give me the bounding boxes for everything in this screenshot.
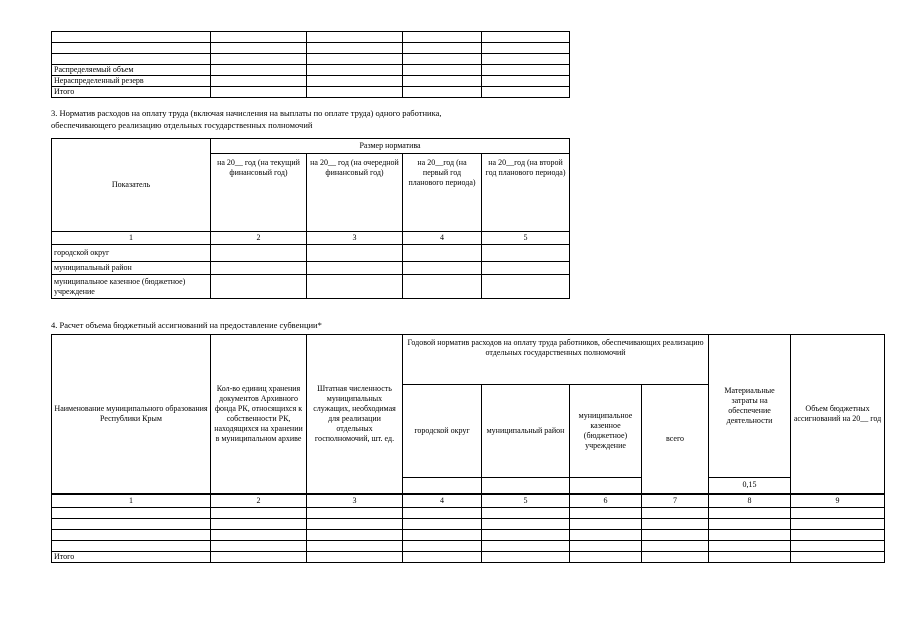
table-cell (211, 65, 307, 76)
column-number: 5 (482, 232, 570, 245)
table-cell (570, 541, 642, 552)
table-cell (52, 519, 211, 530)
table-cell (482, 87, 570, 98)
table-cell (403, 478, 482, 494)
table-cell (642, 519, 709, 530)
table-cell (403, 245, 482, 262)
table-row (52, 54, 570, 65)
header-municipal-institution: муниципальное казенное (бюджетное) учреждение (570, 385, 642, 478)
header-archive-units: Кол-во единиц хранения документов Архивного фонда РК, относящихся к собственности РК, находящихся на хранении в муниципальном архиве (211, 335, 307, 494)
table-cell (52, 530, 211, 541)
header-total: всего (642, 385, 709, 494)
table-cell (482, 32, 570, 43)
table-row (52, 530, 885, 541)
table-cell (570, 519, 642, 530)
table-cell (307, 245, 403, 262)
table-row (52, 65, 570, 76)
table-cell (211, 32, 307, 43)
labor-norm-table (51, 138, 570, 299)
table-header-row (52, 139, 570, 154)
table-cell (307, 262, 403, 275)
table-cell (211, 541, 307, 552)
column-number: 2 (211, 494, 307, 508)
table-cell (211, 262, 307, 275)
header-norm-size: Размер норматива (211, 139, 570, 154)
table-cell (211, 508, 307, 519)
table-cell (482, 552, 570, 563)
row-label-municipal-district: муниципальный район (52, 262, 211, 275)
table-cell (211, 530, 307, 541)
table-header-row (52, 335, 885, 385)
table-cell (482, 76, 570, 87)
table-cell (403, 552, 482, 563)
table-cell (403, 262, 482, 275)
table-cell (482, 54, 570, 65)
table-cell (211, 552, 307, 563)
header-material-costs: Материальные затраты на обеспечение деятельности (709, 335, 791, 478)
table-cell (211, 43, 307, 54)
table-cell (307, 43, 403, 54)
row-label-total: Итого (52, 552, 211, 563)
header-plan-year-1: на 20__год (на первый год планового периода) (403, 154, 482, 232)
column-number: 4 (403, 232, 482, 245)
table-cell (52, 32, 211, 43)
table-cell (482, 245, 570, 262)
table-cell (482, 478, 570, 494)
column-number: 4 (403, 494, 482, 508)
header-budget-volume: Объем бюджетных ассигнований на 20__ год (791, 335, 885, 494)
table-row (52, 262, 570, 275)
table-cell (211, 87, 307, 98)
header-plan-year-2: на 20__год (на второй год планового периода) (482, 154, 570, 232)
header-current-year: на 20__ год (на текущий финансовый год) (211, 154, 307, 232)
section3-title-line2: обеспечивающего реализацию отдельных государственных полномочий (51, 120, 313, 130)
table-cell (403, 76, 482, 87)
header-municipality-name: Наименование муниципального образования Республики Крым (52, 335, 211, 494)
table-cell (307, 54, 403, 65)
table-row (52, 245, 570, 262)
table-cell (642, 552, 709, 563)
table-cell (307, 519, 403, 530)
subvention-calc-table (51, 334, 885, 563)
table-cell (403, 275, 482, 299)
table-cell (642, 541, 709, 552)
table-row (52, 508, 885, 519)
column-number-row (52, 494, 885, 508)
header-indicator: Показатель (52, 139, 211, 232)
table-cell (642, 530, 709, 541)
table-cell (403, 43, 482, 54)
table-cell (211, 519, 307, 530)
table-cell (791, 530, 885, 541)
table-cell (709, 541, 791, 552)
table-cell (211, 275, 307, 299)
table-cell (52, 508, 211, 519)
column-number: 8 (709, 494, 791, 508)
table-cell (709, 519, 791, 530)
table-row (52, 552, 885, 563)
table-cell (570, 530, 642, 541)
table-cell (403, 508, 482, 519)
column-number: 6 (570, 494, 642, 508)
table-cell (482, 508, 570, 519)
table-cell (307, 552, 403, 563)
table-row (52, 519, 885, 530)
table-cell (642, 508, 709, 519)
table-cell (482, 541, 570, 552)
row-label-municipal-institution: муниципальное казенное (бюджетное) учреждение (52, 275, 211, 299)
table-cell (482, 65, 570, 76)
table-row (52, 32, 570, 43)
table-cell (482, 530, 570, 541)
table-cell (791, 508, 885, 519)
header-next-year: на 20__ год (на очередной финансовый год) (307, 154, 403, 232)
table-cell (211, 54, 307, 65)
column-number: 3 (307, 494, 403, 508)
column-number: 7 (642, 494, 709, 508)
table-row (52, 76, 570, 87)
table-cell (482, 43, 570, 54)
table-cell (403, 530, 482, 541)
table-cell (307, 530, 403, 541)
table-cell (52, 541, 211, 552)
table-cell (570, 478, 642, 494)
table-cell (570, 508, 642, 519)
column-number: 1 (52, 232, 211, 245)
table-row (52, 43, 570, 54)
distribution-table (51, 31, 570, 98)
table-cell (482, 262, 570, 275)
table-cell (709, 530, 791, 541)
table-row (52, 275, 570, 299)
table-cell (791, 552, 885, 563)
material-cost-value: 0,15 (709, 478, 791, 494)
table-cell (211, 245, 307, 262)
table-cell (403, 32, 482, 43)
row-label-total: Итого (52, 87, 211, 98)
table-cell (307, 508, 403, 519)
header-staff-count: Штатная численность муниципальных служащих, необходимая для реализации отдельных госполномочий, шт. ед. (307, 335, 403, 494)
section3-title-line1: 3. Норматив расходов на оплату труда (включая начисления на выплаты по оплате труда) одного работника, (51, 108, 442, 118)
column-number: 1 (52, 494, 211, 508)
table-cell (52, 54, 211, 65)
table-cell (307, 275, 403, 299)
row-label-distributed-volume: Распределяемый объем (52, 65, 211, 76)
table-cell (791, 541, 885, 552)
table-cell (307, 32, 403, 43)
table-cell (791, 519, 885, 530)
row-label-unallocated-reserve: Нераспределенный резерв (52, 76, 211, 87)
table-cell (709, 552, 791, 563)
table-cell (307, 76, 403, 87)
table-row (52, 87, 570, 98)
table-cell (403, 519, 482, 530)
table-cell (482, 275, 570, 299)
column-number: 5 (482, 494, 570, 508)
column-number-row (52, 232, 570, 245)
column-number: 2 (211, 232, 307, 245)
column-number: 3 (307, 232, 403, 245)
table-cell (482, 519, 570, 530)
table-cell (307, 541, 403, 552)
table-cell (211, 76, 307, 87)
row-label-city-district: городской округ (52, 245, 211, 262)
table-cell (709, 508, 791, 519)
header-municipal-district: муниципальный район (482, 385, 570, 478)
header-city-district: городской округ (403, 385, 482, 478)
header-annual-labor-norm: Годовой норматив расходов на оплату труда работников, обеспечивающих реализацию отдельных государственных полномочий (403, 335, 709, 385)
table-cell (307, 87, 403, 98)
table-cell (307, 65, 403, 76)
table-cell (403, 65, 482, 76)
table-cell (403, 87, 482, 98)
column-number: 9 (791, 494, 885, 508)
table-cell (403, 54, 482, 65)
table-cell (52, 43, 211, 54)
table-cell (570, 552, 642, 563)
table-row (52, 541, 885, 552)
section4-title: 4. Расчет объема бюджетный ассигнований на предоставление субвенции* (51, 320, 322, 330)
table-cell (403, 541, 482, 552)
